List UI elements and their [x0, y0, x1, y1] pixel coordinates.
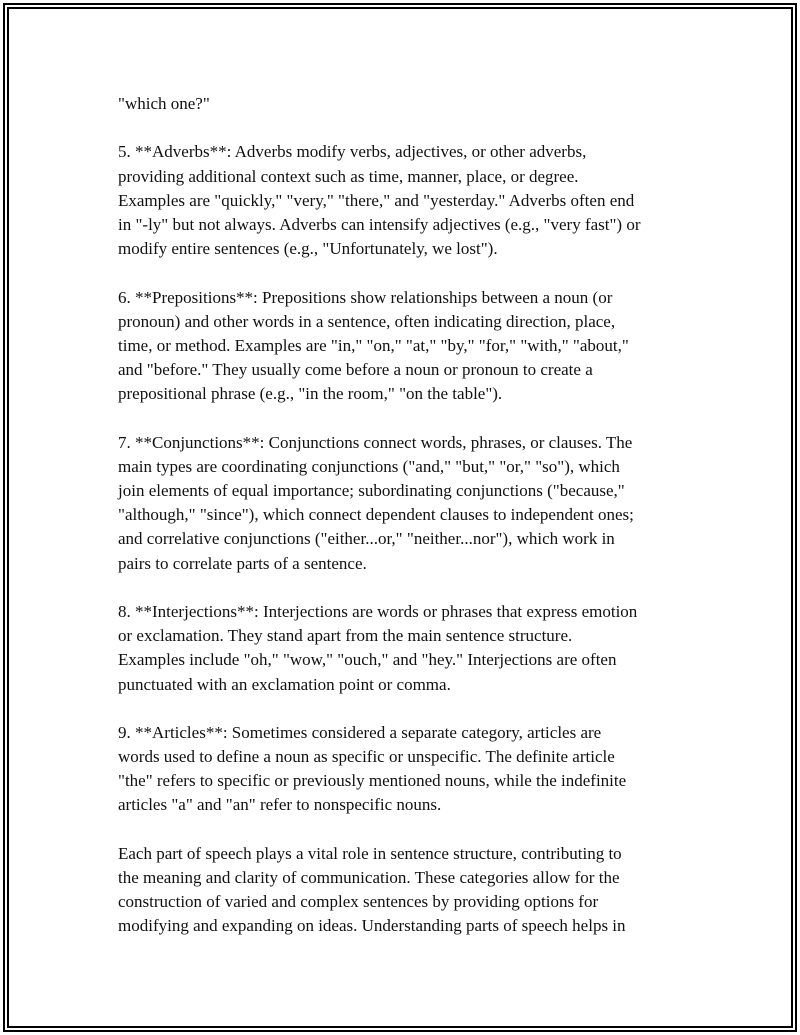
text-line: construction of varied and complex sentences by providing options for: [118, 892, 599, 912]
paragraph-gap: [118, 116, 688, 140]
paragraph-conjunctions: [118, 431, 688, 576]
text-line: 9. **Articles**: Sometimes considered a separate category, articles are: [118, 722, 602, 742]
text-line: "although," "since"), which connect dependent clauses to independent ones;: [118, 505, 634, 525]
paragraph-summary: [118, 842, 688, 939]
paragraph-gap: [118, 697, 688, 721]
paragraph-articles: [118, 721, 688, 818]
text-line: 6. **Prepositions**: Prepositions show relationships between a noun (or: [118, 287, 613, 307]
text-line: and correlative conjunctions ("either...or," "neither...nor"), which work in: [118, 529, 615, 549]
text-line: main types are coordinating conjunctions ("and," "but," "or," "so"), which: [118, 456, 620, 476]
text-line: Examples are "quickly," "very," "there," and "yesterday." Adverbs often end: [118, 190, 635, 210]
text-line: time, or method. Examples are "in," "on," "at," "by," "for," "with," "about,": [118, 335, 629, 355]
text-line: join elements of equal importance; subordinating conjunctions ("because,": [118, 481, 625, 500]
text-line: 7. **Conjunctions**: Conjunctions connect words, phrases, or clauses. The: [118, 432, 633, 452]
text-line: prepositional phrase (e.g., "in the room," "on the table").: [118, 384, 503, 404]
paragraph-gap: [118, 818, 688, 842]
text-line: the meaning and clarity of communication. These categories allow for the: [118, 868, 620, 887]
text-line: 5. **Adverbs**: Adverbs modify verbs, adjectives, or other adverbs,: [118, 142, 587, 162]
text-line: punctuated with an exclamation point or comma.: [118, 674, 451, 694]
text-line: words used to define a noun as specific or unspecific. The definite article: [118, 747, 615, 767]
text-line: providing additional context such as time, manner, place, or degree.: [118, 166, 579, 186]
text-line: modify entire sentences (e.g., "Unfortunately, we lost").: [118, 239, 498, 259]
paragraph-gap: [118, 406, 688, 430]
text-line: pairs to correlate parts of a sentence.: [118, 553, 367, 573]
text-line: in "-ly" but not always. Adverbs can intensify adjectives (e.g., "very fast") or: [118, 214, 641, 234]
text-line: or exclamation. They stand apart from the main sentence structure.: [118, 626, 573, 646]
paragraph-continuation: [118, 92, 688, 116]
text-line: Examples include "oh," "wow," "ouch," and "hey." Interjections are often: [118, 650, 617, 670]
text-line: Each part of speech plays a vital role in sentence structure, contributing to: [118, 843, 622, 863]
paragraph-interjections: [118, 600, 688, 697]
paragraph-adverbs: [118, 140, 688, 261]
text-line: articles "a" and "an" refer to nonspecific nouns.: [118, 795, 442, 815]
text-line: pronoun) and other words in a sentence, often indicating direction, place,: [118, 311, 616, 331]
text-line: "which one?": [118, 94, 210, 113]
text-line: and "before." They usually come before a noun or pronoun to create a: [118, 360, 593, 380]
text-line: modifying and expanding on ideas. Understanding parts of speech helps in: [118, 916, 626, 936]
text-line: 8. **Interjections**: Interjections are words or phrases that express emotion: [118, 601, 638, 621]
paragraph-gap: [118, 576, 688, 600]
document-body: [118, 92, 688, 939]
paragraph-gap: [118, 261, 688, 285]
text-line: "the" refers to specific or previously mentioned nouns, while the indefinite: [118, 771, 627, 791]
paragraph-prepositions: [118, 286, 688, 407]
